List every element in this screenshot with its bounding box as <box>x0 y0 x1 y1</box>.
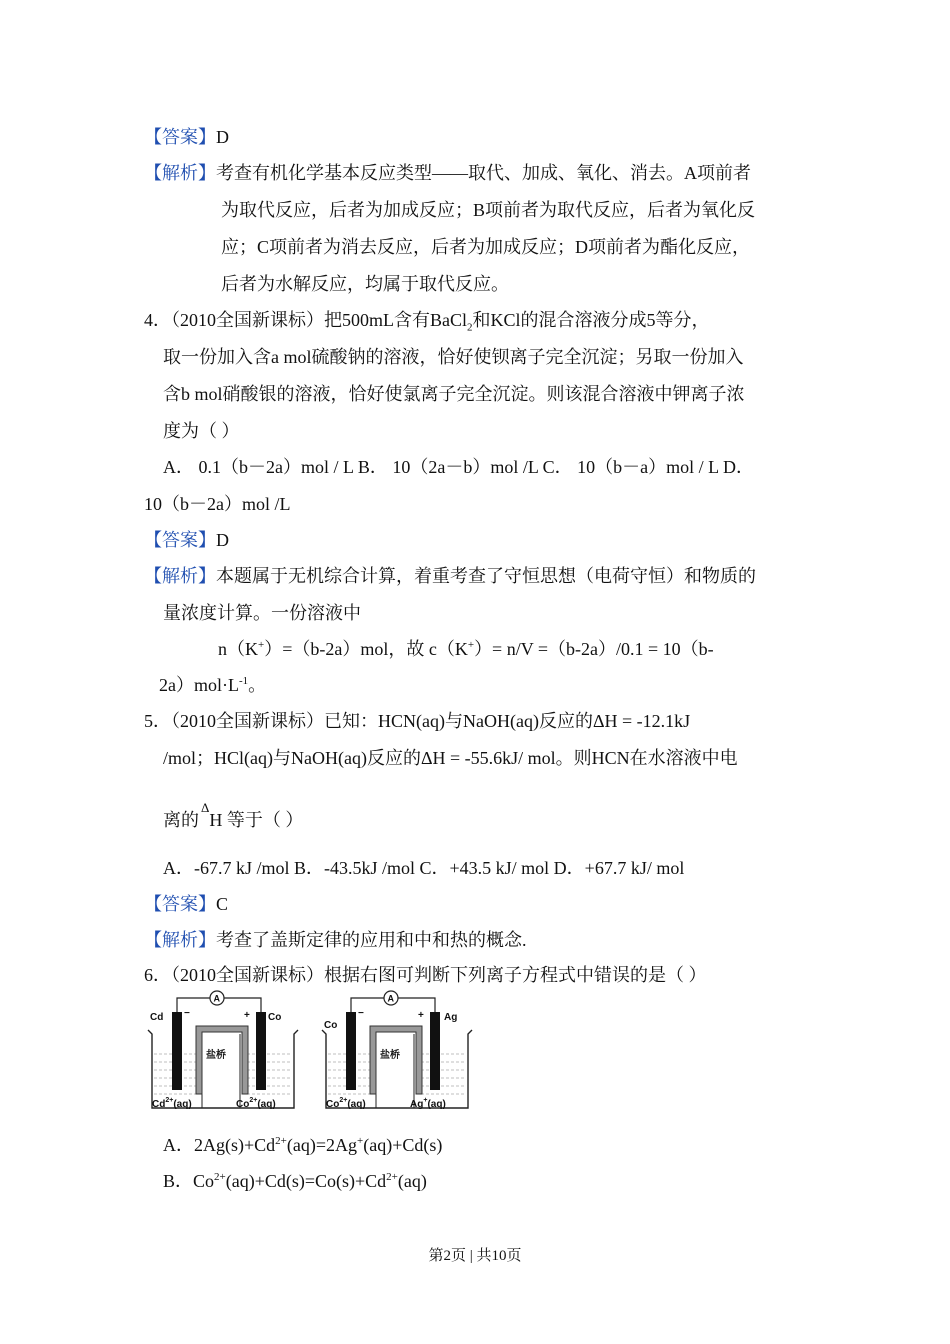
superscript: + <box>357 1135 364 1147</box>
option-text: B．Co <box>163 1171 215 1191</box>
q6-option-a <box>163 1133 442 1157</box>
cell-1-wire-right <box>224 998 261 1012</box>
cell-1-left-electrode-label: Cd <box>150 1012 164 1023</box>
cell-2-salt-bridge-label: 盐桥 <box>380 1050 400 1061</box>
q5-text: 离的 <box>163 810 199 830</box>
cell-2-left-electrode <box>346 1012 356 1090</box>
q3-analysis-line-4: 后者为水解反应，均属于取代反应。 <box>221 274 509 294</box>
q5-answer-line <box>144 892 228 916</box>
q4-analysis-line-2: 量浓度计算。一份溶液中 <box>163 603 361 623</box>
answer-tag: 【答案】 <box>144 894 216 914</box>
q5-analysis-text: 考查了盖斯定律的应用和中和热的概念. <box>216 930 527 950</box>
formula-text: n（K <box>218 639 258 659</box>
cell-2-wire-left <box>351 998 384 1012</box>
q4-line-1 <box>144 308 710 332</box>
analysis-tag: 【解析】 <box>144 163 216 183</box>
cell-1-ammeter-label: A <box>213 993 220 1004</box>
q4-analysis-text: 本题属于无机综合计算，着重考查了守恒思想（电荷守恒）和物质的 <box>216 566 756 586</box>
formula-text: ）=（b-2a）mol，故 c（K <box>264 639 468 659</box>
q4-options-line-1: A． 0.1（b－2a）mol / L B． 10（2a－b）mol /L C． 10（b－a）mol / L D． <box>163 457 754 477</box>
formula-text: ）= n/V =（b-2a）/0.1 = 10（b- <box>474 639 714 659</box>
q4-text: 和KCl的混合溶液分成5等分， <box>472 310 710 330</box>
cell-2-right-solution-label: Ag+(aq) <box>410 1097 446 1110</box>
q5-line-2: /mol；HCl(aq)与NaOH(aq)反应的ΔH = -55.6kJ/ mol。则HCN在水溶液中电 <box>163 748 738 768</box>
superscript: -1 <box>238 675 249 687</box>
q4-line-3: 含b mol硝酸银的溶液，恰好使氯离子完全沉淀。则该混合溶液中钾离子浓 <box>163 384 745 404</box>
option-text: (aq)+Cd(s)=Co(s)+Cd <box>225 1171 387 1191</box>
superscript: + <box>467 639 475 651</box>
superscript: 2+ <box>386 1171 398 1183</box>
delta-symbol: Δ <box>201 800 210 815</box>
cell-1-plus: + <box>244 1010 250 1021</box>
cell-2-wire-right <box>398 998 435 1012</box>
q4-line-2: 取一份加入含a mol硫酸钠的溶液，恰好使钡离子完全沉淀；另取一份加入 <box>163 347 744 367</box>
q4-answer-line <box>144 528 229 552</box>
q3-analysis-line-3: 应；C项前者为消去反应，后者为加成反应；D项前者为酯化反应， <box>221 237 751 257</box>
q3-answer-line <box>144 125 229 149</box>
q5-text: H 等于（ ） <box>209 810 304 830</box>
option-text: (aq)=2Ag <box>286 1135 358 1155</box>
cell-1-right-electrode <box>256 1012 266 1090</box>
q5-line-3 <box>163 800 304 834</box>
subscript: 2 <box>467 321 473 334</box>
q4-analysis-line-1 <box>144 564 756 588</box>
q4-options-line-2: 10（b－2a）mol /L <box>144 494 291 514</box>
superscript: 2+ <box>275 1135 287 1147</box>
superscript: 2+ <box>214 1171 226 1183</box>
q3-analysis-line-2: 为取代反应，后者为加成反应；B项前者为取代反应，后者为氧化反 <box>221 200 756 220</box>
q4-line-4: 度为（ ） <box>163 421 240 441</box>
answer-tag: 【答案】 <box>144 127 216 147</box>
q3-analysis-line-1 <box>144 161 751 185</box>
cell-1 <box>148 991 298 1110</box>
cell-2-right-electrode-label: Ag <box>444 1012 458 1023</box>
cell-2-left-solution-label: $Co^{2+}(aq)$ <box>326 1097 366 1110</box>
formula-text: 。 <box>248 675 267 695</box>
formula-text: 2a）mol·L <box>159 675 239 695</box>
q5-options: A．-67.7 kJ /mol B．-43.5kJ /mol C．+43.5 kJ/ mol D．+67.7 kJ/ mol <box>163 858 685 878</box>
q4-answer: D <box>216 530 229 550</box>
galvanic-cells-diagram <box>144 990 474 1115</box>
cell-1-minus: − <box>184 1008 190 1019</box>
analysis-tag: 【解析】 <box>144 566 216 586</box>
cell-1-right-electrode-label: Co <box>268 1012 282 1023</box>
cell-1-left-solution-label: $Cd^{2+}(aq)$ <box>152 1097 192 1110</box>
q6-option-b <box>163 1169 427 1193</box>
cell-2-plus: + <box>418 1010 424 1021</box>
cell-2-ammeter-label: A <box>387 993 394 1004</box>
analysis-tag: 【解析】 <box>144 930 216 950</box>
superscript: + <box>258 639 265 651</box>
cell-2-left-electrode-label: Co <box>324 1020 338 1031</box>
cell-1-left-electrode <box>172 1012 182 1090</box>
answer-tag: 【答案】 <box>144 530 216 550</box>
cell-2-minus: − <box>358 1008 364 1019</box>
q5-answer: C <box>216 894 229 914</box>
q6-line-1: 6．（2010全国新课标）根据右图可判断下列离子方程式中错误的是（ ） <box>144 965 707 985</box>
cell-1-wire-left <box>177 998 210 1012</box>
q3-analysis-text: 考查有机化学基本反应类型——取代、加成、氧化、消去。A项前者 <box>216 163 751 183</box>
cell-1-right-solution-label: $Co^{2+}(aq)$ <box>236 1097 276 1110</box>
cell-2 <box>322 991 472 1110</box>
option-text: (aq) <box>397 1171 427 1191</box>
q4-formula-line-1 <box>218 637 714 661</box>
q5-line-1: 5．（2010全国新课标）已知：HCN(aq)与NaOH(aq)反应的ΔH = -12.1kJ <box>144 711 691 731</box>
option-text: (aq)+Cd(s) <box>363 1135 443 1155</box>
cell-1-salt-bridge-label: 盐桥 <box>206 1050 226 1061</box>
q4-formula-line-2 <box>159 673 266 697</box>
option-text: A．2Ag(s)+Cd <box>163 1135 276 1155</box>
q3-answer: D <box>216 127 229 147</box>
q4-text: 4．（2010全国新课标）把500mL含有BaCl <box>144 310 467 330</box>
page-footer: 第2页 | 共10页 <box>428 1248 522 1264</box>
q5-analysis-line <box>144 928 527 952</box>
cell-2-right-electrode <box>430 1012 440 1090</box>
